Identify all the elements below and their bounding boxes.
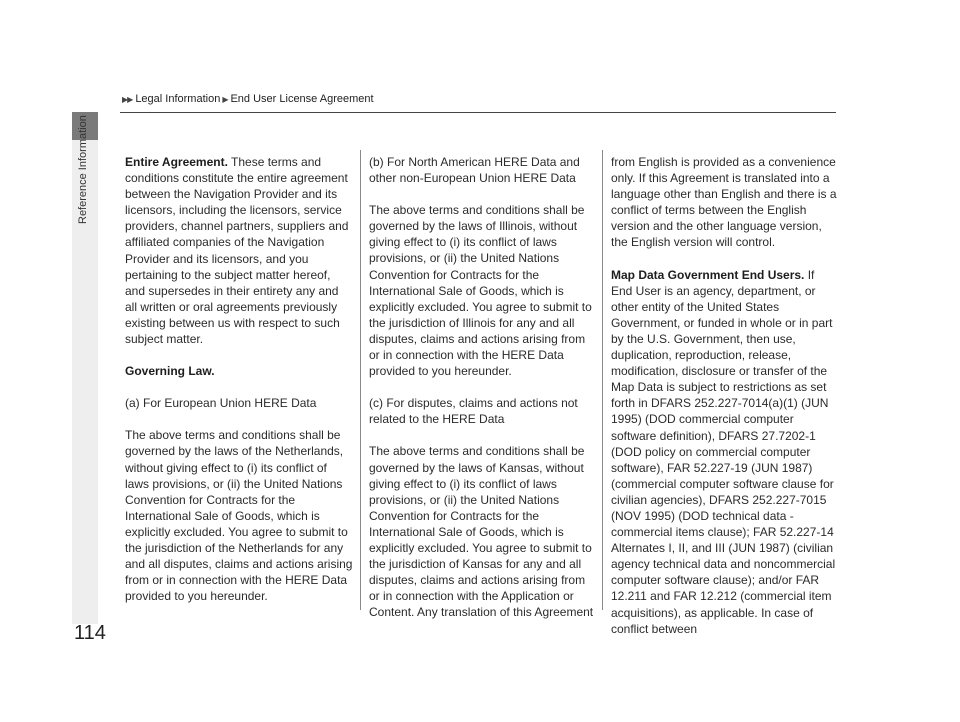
paragraph-government-users bbox=[611, 267, 839, 637]
page-number: 114 bbox=[74, 622, 106, 644]
paragraph-text: from English is provided as a convenience only. If this Agreement is translated into a language other than English and there is a conflict of terms between the English version and the other language version, the English version will control. bbox=[611, 155, 837, 250]
paragraph-eu-body bbox=[125, 427, 353, 604]
text-column-2 bbox=[369, 154, 597, 636]
paragraph-heading: Entire Agreement. bbox=[125, 155, 228, 169]
paragraph-entire-agreement bbox=[125, 154, 353, 347]
paragraph-text: The above terms and conditions shall be governed by the laws of Illinois, without giving effect to (i) its conflict of laws provisions, or (ii) the United Nations Convention for Contracts for the International Sale of Goods, which is explicitly excluded. You agree to submit to the jurisdiction of Illinois for any and all disputes, claims and actions arising from or in connection with the HERE Data provided to you hereunder. bbox=[369, 203, 592, 379]
paragraph-other-body bbox=[369, 443, 597, 620]
paragraph-heading: Map Data Government End Users. bbox=[611, 267, 805, 282]
breadcrumb-item-eula[interactable]: End User License Agreement bbox=[230, 93, 374, 105]
breadcrumb-separator-icon: ▶ bbox=[222, 95, 229, 104]
paragraph-text: (a) For European Union HERE Data bbox=[125, 396, 317, 411]
paragraph-text: The above terms and conditions shall be governed by the laws of Kansas, without giving effect to (i) its conflict of laws provisions, or (ii) the United Nations Convention for Contracts for the International Sale of Goods, which is explicitly excluded. You agree to submit to the jurisdiction of Kansas for any and all disputes, claims and actions arising from or in connection with the Application or Content. Any translation of this Agreement bbox=[369, 444, 594, 620]
column-divider bbox=[602, 150, 603, 610]
paragraph-text: These terms and conditions constitute the entire agreement between the Navigation Provider and its licensors, including the licensors, service providers, channel partners, suppliers and affiliated companies of the Navigation Provider and its licensors, and you pertaining to the subject matter hereof, and supersedes in their entirety any and all written or oral agreements previously existing between us with respect to such subject matter. bbox=[125, 155, 349, 347]
header-divider bbox=[120, 112, 836, 113]
sidebar-label: Reference Information bbox=[77, 115, 89, 224]
paragraph-text: The above terms and conditions shall be governed by the laws of the Netherlands, without giving effect to (i) its conflict of laws provisions, or (ii) the United Nations Convention for Contracts for the International Sale of Goods, which is explicitly excluded. You agree to submit to the jurisdiction of the Netherlands for any and all disputes, claims and actions arising from or in connection with the HERE Data provided to you hereunder. bbox=[125, 428, 353, 604]
paragraph-text: If End User is an agency, department, or other entity of the United States Government, or funded in whole or in part by the U.S. Government, then use, duplication, reproduction, release, modification, disclosure or transfer of the Map Data is subject to restrictions as set forth in DFARS 252.227-7014(a)(1) (JUN 1995) (DOD commercial computer software definition), DFARS 27.7202-1 (DOD policy on commercial computer software), FAR 52.227-19 (JUN 1987) (commercial computer software clause for civilian agencies), DFARS 252.227-7015 (NOV 1995) (DOD technical data - commercial items clause); FAR 52.227-14 Alternates I, II, and III (JUN 1987) (civilian agency technical data and noncommercial computer software clause); and/or FAR 12.211 and FAR 12.212 (commercial item acquisitions), as applicable. In case of conflict between bbox=[611, 267, 836, 636]
text-column-3 bbox=[611, 154, 839, 653]
paragraph-text: (b) For North American HERE Data and other non-European Union HERE Data bbox=[369, 155, 580, 186]
text-column-1 bbox=[125, 154, 353, 620]
breadcrumb-arrow-icon: ▶▶ bbox=[122, 95, 133, 104]
paragraph-translation bbox=[611, 154, 839, 251]
column-divider bbox=[360, 150, 361, 610]
breadcrumb-item-legal-information[interactable]: Legal Information bbox=[135, 93, 221, 105]
breadcrumb bbox=[122, 93, 374, 105]
paragraph-text: (c) For disputes, claims and actions not related to the HERE Data bbox=[369, 396, 578, 427]
paragraph-na-heading bbox=[369, 154, 597, 186]
paragraph-governing-law bbox=[125, 363, 353, 379]
paragraph-other-heading bbox=[369, 395, 597, 427]
paragraph-heading: Governing Law. bbox=[125, 364, 215, 379]
paragraph-eu-heading bbox=[125, 395, 353, 411]
paragraph-na-body bbox=[369, 202, 597, 379]
